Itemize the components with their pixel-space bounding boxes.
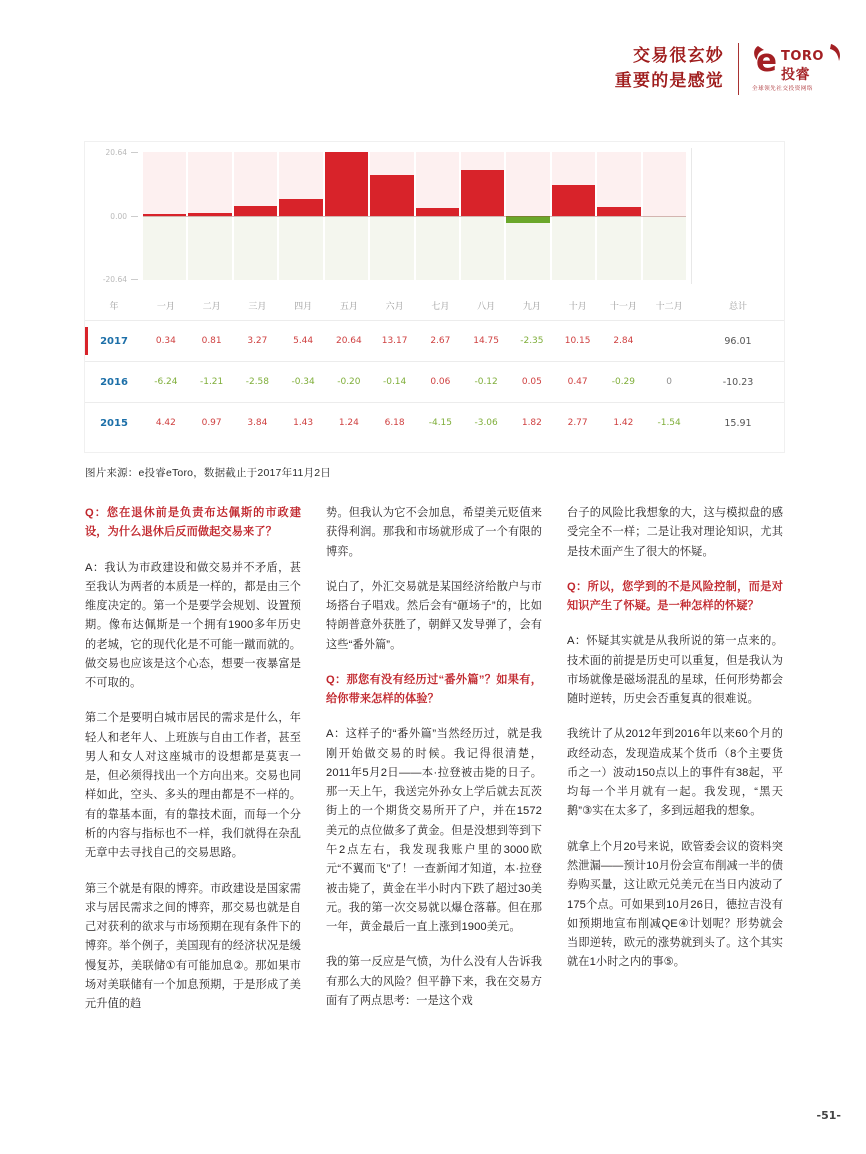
table-cell-value: 0.81 [201,336,222,346]
column-band-negative [234,216,277,280]
table-header-cell: 一月 [156,300,175,311]
table-cell-value: 4.42 [155,418,176,428]
table-cell-value: 0.05 [521,377,542,387]
table-cell-value: 1.42 [613,418,634,428]
answer-paragraph: 我统计了从2012年到2016年以来60个月的政经动态，发现造成某个货币（8个主要货币之一）波动150点以上的事件有38起，平均每一个半月就有一起。我发现，“黑天鹅”③实在太多了，多到远超我的想象。 [567,728,783,818]
table-cell-value: -0.34 [291,377,315,387]
answer-paragraph: 就拿上个月20号来说，欧管委会议的资料突然泄漏——预计10月份会宣布削减一半的债券购买量，这让欧元兑美元在当日内波动了175个点。可如果到10月26日，德拉吉没有如预期地宣布削减QE④计划呢？形势就会当即逆转，欧元的涨势就到头了。这个其实就在1小时之内的事⑤。 [567,840,783,969]
table-cell-value: -4.15 [428,418,453,428]
table-cell-year[interactable]: 2016 [100,376,128,388]
table-cell-value: 0.97 [201,418,222,428]
performance-chart-panel [85,142,784,452]
table-cell-value: -1.54 [657,418,681,428]
table-header-cell: 十月 [568,300,587,311]
chart-bar [597,207,640,216]
table-cell-value: 3.84 [247,418,268,428]
table-cell-value [646,336,692,346]
y-axis-label-min: -20.64 [102,275,127,284]
article-column-2 [326,504,542,1014]
table-cell-value: 0 [666,377,672,387]
chart-bar [506,216,549,223]
table-cell-value: 0.06 [430,377,451,387]
table-cell-value: -0.20 [337,377,361,387]
table-cell-value: 20.64 [335,336,362,346]
table-row[interactable] [85,403,784,443]
table-row[interactable] [85,362,784,403]
answer-paragraph: 第三个就是有限的博弈。市政建设是国家需求与居民需求之间的博弈，那交易也就是自己对获利的欲求与市场预期在现有条件下的博弈。举个例子，美国现有的经济状况是缓慢复苏，美联储①有可能加息②。那如果市场对美联储有一个加息预期，于是形成了美元升值的趋 [85,882,301,1011]
etoro-logo [752,40,848,98]
answer-paragraph: A：这样子的“番外篇”当然经历过，就是我刚开始做交易的时候。我记得很清楚，2011年5月2日——本·拉登被击毙的日子。那一天上午，我送完外孙女上学后就去瓦茨街上的一个期货交易所开了户，并在1572美元的点位做多了黄金。但是没想到等到下午2点左右，我发现我账户里的3000欧元“不翼而飞”了！一查新闻才知道，本·拉登被击毙了，黄金在半小时内下跌了超过30美元。我的第一次交易就以爆仓落幕。但在那一年，黄金最后一直上涨到1900美元。 [326,728,542,934]
column-band-negative [461,216,504,280]
table-header-cell: 三月 [248,300,267,311]
answer-paragraph: A：我认为市政建设和做交易并不矛盾，甚至我认为两者的本质是一样的，都是由三个维度决定的。第一个是要学会规划、设置预期。像布达佩斯是一个拥有1900多年历史的老城，它的现代化是不可能一蹴而就的。做交易也应该是这个心态，想要一夜暴富是不可取的。 [85,561,301,690]
table-cell-total: 96.01 [724,335,752,347]
table-cell-value: 1.24 [338,418,359,428]
page-number: -51- [816,1109,841,1122]
chart-bar [370,175,413,216]
column-band-positive [416,152,459,216]
y-axis-label-max: 20.64 [105,148,127,157]
chart-bar [552,185,595,216]
performance-table [85,290,784,452]
table-cell-value: 3.27 [247,336,268,346]
table-header-cell: 十一月 [609,300,637,311]
header-tagline [615,44,738,93]
table-cell-value: -2.35 [520,336,544,346]
row-selected-marker [85,327,88,355]
column-band-negative [416,216,459,280]
y-axis-label-zero: 0.00 [110,212,127,221]
question-paragraph: Q：所以，您学到的不是风险控制，而是对知识产生了怀疑。是一种怎样的怀疑？ [567,580,783,613]
column-band-positive [188,152,231,216]
table-cell-total: 15.91 [724,417,752,429]
chart-bar [416,208,459,216]
chart-bar [234,206,277,216]
chart-bar [279,199,322,216]
column-band-negative [188,216,231,280]
table-cell-value: 2.67 [430,336,451,346]
chart-bar [461,170,504,216]
table-body [85,321,784,443]
y-axis-tick-min [131,279,138,280]
answer-paragraph: 我的第一反应是气愤，为什么没有人告诉我有那么大的风险？但平静下来，我在交易方面有了两点思考：一是这个戏 [326,956,542,1007]
total-column-divider [691,148,692,284]
table-cell-value: 0.34 [155,336,176,346]
column-band-positive [506,152,549,216]
column-band-negative [370,216,413,280]
answer-paragraph: 势。但我认为它不会加息，希望美元贬值来获得利润。那我和市场就形成了一个有限的博弈。 [326,507,542,558]
page-header [615,38,848,100]
column-band-negative [325,216,368,280]
table-cell-value: 0.47 [567,377,588,387]
table-cell-value: 1.82 [521,418,542,428]
answer-paragraph: 台子的风险比我想象的大，这与模拟盘的感受完全不一样；二是让我对理论知识，尤其是技术面产生了很大的怀疑。 [567,507,783,558]
table-cell-value: 6.18 [384,418,405,428]
column-band-positive [643,152,686,216]
table-cell-value: -6.24 [154,377,178,387]
table-header-cell: 二月 [202,300,221,311]
column-band-negative [279,216,322,280]
table-cell-year[interactable]: 2017 [100,335,128,347]
table-cell-value: -0.14 [382,377,407,387]
table-header-row [85,290,784,321]
table-header-cell: 四月 [294,300,313,311]
tagline-line-1: 交易很玄妙 [633,46,724,66]
logo-letter-e: e [756,43,778,79]
answer-paragraph: A：怀疑其实就是从我所说的第一点来的。技术面的前提是历史可以重复，但是我认为市场就像是磁场混乱的星球，任何形势都会随时逆转，历史会否重复真的很难说。 [567,635,783,706]
table-cell-value: 2.77 [567,418,588,428]
table-cell-value: -1.21 [199,377,224,387]
answer-paragraph: 第二个是要明白城市居民的需求是什么，年轻人和老年人、上班族与自由工作者，甚至男人和女人对这座城市的设想都是莫衷一是，但必须得找出一个方向出来。交易也同样如此，空头、多头的理由都是不一样的。有的靠基本面，有的靠技术面，而每一个分析的内容与指标也不一样，我们就得在杂乱无章中去寻找自己的交易思路。 [85,712,301,860]
chart-bar [325,152,368,216]
column-band-negative [143,216,186,280]
table-row[interactable] [85,321,784,362]
table-cell-value: 13.17 [381,336,408,346]
column-band-negative [506,216,549,280]
table-cell-value: -3.06 [474,418,498,428]
table-header-cell: 八月 [477,300,496,311]
table-header-cell: 六月 [385,300,404,311]
table-cell-value: -0.29 [611,377,636,387]
question-paragraph: Q：您在退休前是负责布达佩斯的市政建设，为什么退休后反而做起交易来了？ [85,507,301,539]
logo-wordmark-cn: 投睿 [781,66,810,82]
tagline-line-2: 重要的是感觉 [614,71,724,90]
table-header-cell: 五月 [339,300,358,311]
y-axis-tick-zero [131,216,138,217]
article-column-1 [85,504,301,1014]
answer-paragraph: 说白了，外汇交易就是某国经济给散户与市场搭台子唱戏。然后会有“砸场子”的，比如特朗普意外获胜了，朝鲜又发导弹了，会有这些“番外篇”。 [326,580,542,651]
table-cell-value: 10.15 [564,336,591,346]
article-body [85,504,785,1014]
table-header-cell: 九月 [522,300,541,311]
table-cell-year[interactable]: 2015 [100,417,128,429]
chart-plot-area [85,142,784,290]
question-paragraph: Q：那您有没有经历过“番外篇”？如果有，给你带来怎样的体验？ [326,673,542,706]
table-cell-value: 1.43 [293,418,314,428]
table-cell-value: 5.44 [293,336,314,346]
article-column-3 [567,504,783,1014]
header-divider [738,43,739,95]
table-cell-value: -2.58 [245,377,270,387]
table-header-cell: 十二月 [655,300,683,311]
table-header-cell: 总计 [728,300,747,311]
logo-wordmark-toro: TORO [781,49,824,64]
column-band-negative [643,216,686,280]
table-cell-value: 2.84 [613,336,634,346]
table-cell-value: 14.75 [473,336,499,346]
column-band-positive [143,152,186,216]
table-header-cell: 年 [109,300,119,311]
chart-source-caption: 图片来源：e投睿eToro，数据截止于2017年11月2日 [85,467,332,479]
table-header-cell: 七月 [431,300,450,311]
y-axis-tick-max [131,152,138,153]
logo-subtitle: 全球领先社交投资网络 [752,86,814,92]
column-band-negative [552,216,595,280]
zero-baseline [143,216,686,217]
table-cell-total: -10.23 [722,376,754,388]
table-cell-value: -0.12 [474,377,498,387]
column-band-negative [597,216,640,280]
